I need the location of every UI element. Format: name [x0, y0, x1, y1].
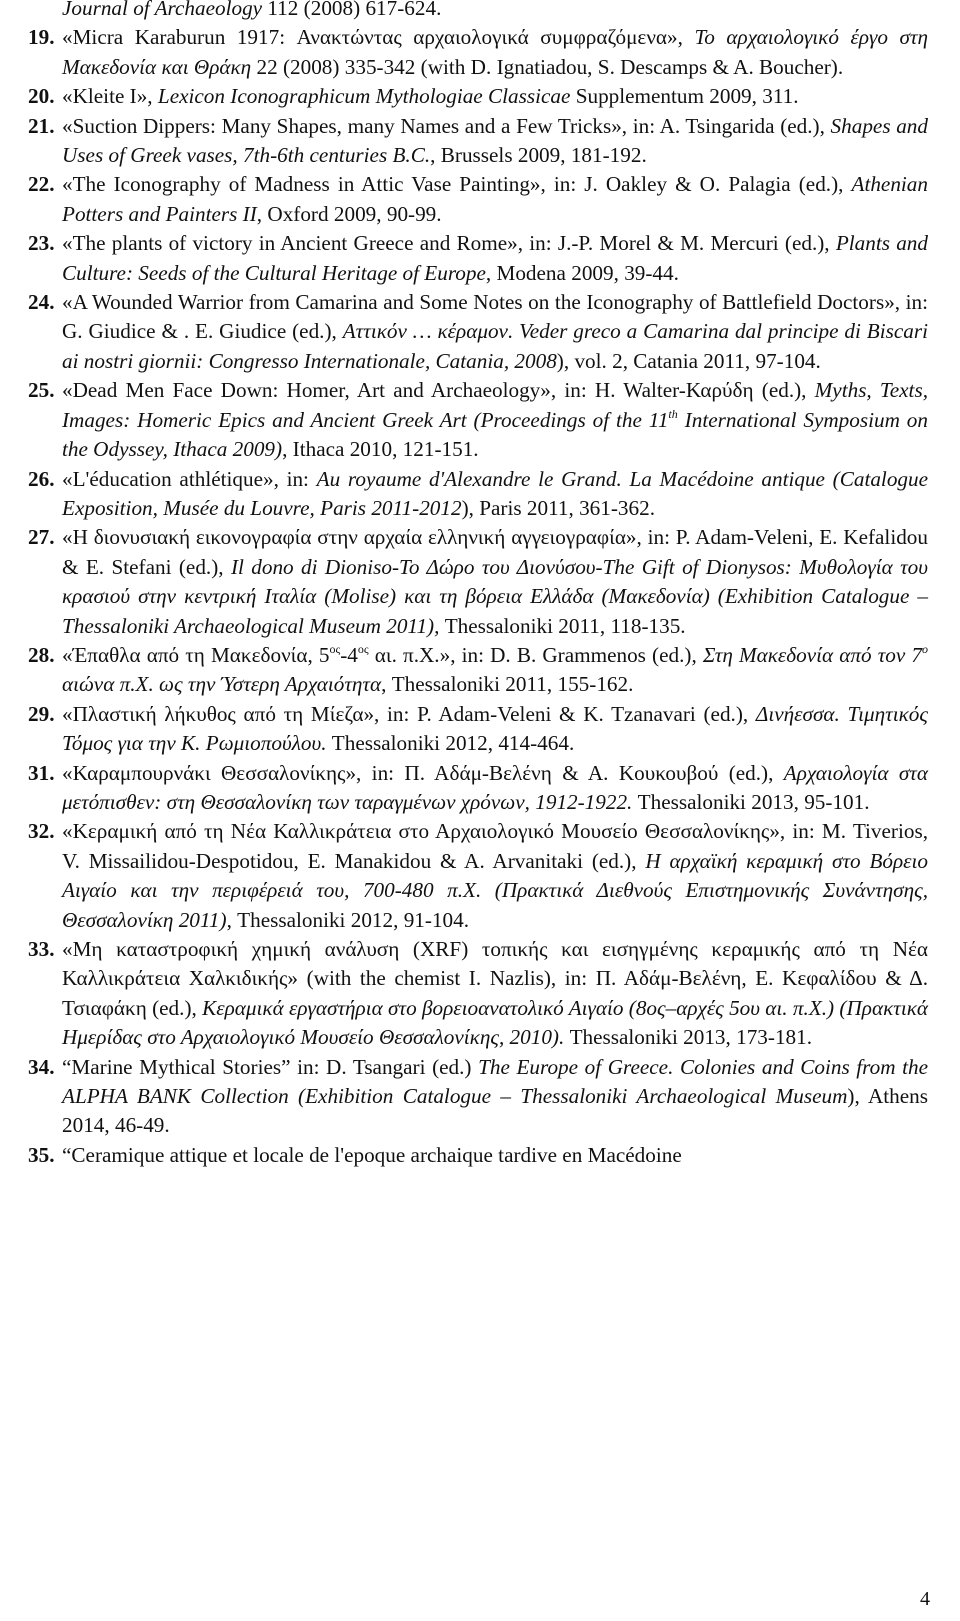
- bibliography-entry: [28, 82, 928, 111]
- entry-italic-text: International Symposium on the Odyssey, Ithaca 2009): [62, 407, 928, 462]
- entry-number: 28.: [28, 642, 55, 667]
- entry-text: , Thessaloniki 2012, 91-104.: [226, 907, 470, 932]
- entry-text: ος: [357, 641, 369, 656]
- bibliography-entry: [28, 288, 928, 376]
- bibliography-entry: [28, 700, 928, 759]
- entry-number: 29.: [28, 701, 55, 726]
- entry-italic-text: The Europe of Greece. Colonies and Coins from the ALPHA BANK Collection (Exhibition Catalogue – Thessaloniki Archaeological Museum: [62, 1054, 928, 1109]
- entry-text: ος: [329, 641, 341, 656]
- bibliography-entry: [28, 170, 928, 229]
- entry-text: , Modena 2009, 39-44.: [485, 260, 679, 285]
- entry-italic-text: Lexicon Iconographicum Mythologiae Classicae: [157, 84, 571, 109]
- entry-italic-text: Shapes and Uses of Greek vases, 7th-6th centuries B.C.: [62, 113, 928, 168]
- entry-text: αι. π.Χ.», in: D. B. Grammenos (ed.),: [368, 642, 703, 667]
- entry-number: 20.: [28, 84, 55, 109]
- entry-italic-text: Αττικόν … κέραμον. Veder greco a Camarina dal principe di Biscari ai nostri giornii: Congresso Internationale, Catania, 2008: [62, 319, 928, 373]
- entry-text: Thessaloniki 2013, 173-181.: [564, 1025, 813, 1050]
- bibliography-entry: [28, 817, 928, 935]
- entry-text: «A Wounded Warrior from Camarina and Some Notes on the Iconography of Battlefield Doctors», in: G. Giudice & . E. Giudice (ed.),: [62, 290, 928, 344]
- entry-text: «Κεραμική από τη Νέα Καλλικράτεια στο Αρχαιολογικό Μουσείο Θεσσαλονίκης», in: M. Tiverios, V. Missailidou-Despotidou, E. Manakidou & A. Arvanitaki (ed.),: [62, 819, 928, 873]
- bibliography-entry: [28, 23, 928, 82]
- bibliography-entry: [28, 112, 928, 171]
- bibliography-entry: [28, 523, 928, 641]
- entry-text: «Πλαστική λήκυθος από τη Μίεζα», in: P. Adam-Veleni & K. Tzanavari (ed.),: [62, 701, 756, 726]
- entry-number: 31.: [28, 760, 55, 785]
- bibliography-list: [28, 0, 928, 1170]
- entry-text: ), Athens 2014, 46-49.: [62, 1084, 928, 1138]
- entry-italic-text: th: [668, 406, 678, 421]
- entry-text: «Καραμπουρνάκι Θεσσαλονίκης», in: Π. Αδάμ-Βελένη & Α. Κουκουβού (ed.),: [62, 760, 784, 785]
- bibliography-entry: [28, 376, 928, 464]
- entry-text: «Η διονυσιακή εικονογραφία στην αρχαία ελληνική αγγειογραφία», in: P. Adam-Veleni, E. Kefalidou & E. Stefani (ed.),: [62, 525, 928, 579]
- entry-italic-text: Il dono di Dioniso-Το Δώρο του Διονύσου-The Gift of Dionysos: Μυθολογία του κρασιού στην κεντρική Ιταλία (Molise) και τη βόρεια Ελλάδα (Μακεδονία) (Exhibition Catalogue – Thessaloniki Archaeological Museum 2011),: [62, 554, 928, 638]
- entry-text: «Μη καταστροφική χημική ανάλυση (XRF) τοπικής και εισηγμένης κεραμικής από τη Νέα Καλλικράτεια Χαλκιδικής» (with the chemist I. Nazlis), in: Π. Αδάμ-Βελένη, Ε. Κεφαλίδου & Δ. Τσιαφάκη (ed.),: [62, 937, 928, 1020]
- bibliography-entry: [28, 935, 928, 1053]
- entry-text: -4: [340, 642, 358, 667]
- entry-text: «Dead Men Face Down: Homer, Art and Archaeology», in: H. Walter-Καρύδη (ed.),: [62, 378, 815, 403]
- entry-number: 32.: [28, 819, 55, 844]
- entry-text: “Marine Mythical Stories” in: D. Tsangari (ed.): [62, 1054, 479, 1079]
- entry-number: 34.: [28, 1054, 55, 1079]
- entry-text: «Έπαθλα από τη Μακεδονία, 5: [62, 642, 330, 667]
- entry-italic-text: Αρχαιολογία στα μετόπισθεν: στη Θεσσαλονίκη των ταραγμένων χρόνων, 1912-1922.: [62, 760, 929, 814]
- entry-text: ), vol. 2, Catania 2011, 97-104.: [556, 348, 821, 373]
- entry-text: Thessaloniki 2011, 118-135.: [439, 613, 686, 638]
- entry-italic-text: αιώνα π.Χ. ως την Ύστερη Αρχαιότητα: [62, 672, 382, 697]
- entry-text: «Kleite I»,: [62, 84, 158, 109]
- bibliography-entry: [28, 641, 928, 700]
- entry-text: «The plants of victory in Ancient Greece and Rome», in: J.-P. Morel & M. Mercuri (ed.),: [62, 231, 836, 256]
- bibliography-entry: [28, 1053, 928, 1141]
- entry-number: 33.: [28, 937, 55, 961]
- entry-number: 21.: [28, 113, 55, 138]
- entry-number: 27.: [28, 525, 55, 550]
- bibliography-entry: [28, 759, 928, 818]
- entry-text: , Oxford 2009, 90-99.: [256, 201, 442, 226]
- entry-number: 23.: [28, 231, 55, 256]
- page-number: 4: [920, 1588, 930, 1610]
- entry-text: , Thessaloniki 2011, 155-162.: [381, 672, 634, 697]
- bibliography-entry: [28, 465, 928, 524]
- entry-text: «Suction Dippers: Many Shapes, many Names and a Few Tricks», in: A. Tsingarida (ed.),: [62, 113, 831, 138]
- entry-number: 19.: [28, 25, 55, 50]
- bibliography-entry: [28, 229, 928, 288]
- entry-text: «L'éducation athlétique», in:: [62, 466, 317, 491]
- entry-number: 26.: [28, 466, 55, 491]
- bibliography-entry: [28, 0, 928, 23]
- entry-text: «The Iconography of Madness in Attic Vase Painting», in: J. Oakley & O. Palagia (ed.),: [62, 172, 852, 197]
- entry-italic-text: Au royaume d'Alexandre le Grand. La Macédoine antique (Catalogue Exposition, Musée du Louvre, Paris 2011-2012: [62, 466, 929, 520]
- entry-italic-text: Δινήεσσα. Τιμητικός Τόμος για την Κ. Ρωμιοπούλου.: [62, 701, 928, 756]
- entry-italic-text: Athenian Potters and Painters II: [62, 172, 928, 226]
- entry-text: Thessaloniki 2012, 414-464.: [326, 731, 575, 756]
- entry-text: , Brussels 2009, 181-192.: [430, 143, 647, 168]
- entry-text: «Micra Karaburun 1917: Ανακτώντας αρχαιολογικά συμφραζόμενα»,: [62, 25, 695, 50]
- entry-italic-text: Στη Μακεδονία από τον 7: [702, 642, 922, 667]
- entry-italic-text: Κεραμικά εργαστήρια στο βορειοανατολικό Αιγαίο (8ος–αρχές 5ου αι. π.Χ.) (Πρακτικά Ημερίδας στο Αρχαιολογικό Μουσείο Θεσσαλονίκης, 2010).: [62, 995, 929, 1050]
- entry-italic-text: Myths, Texts, Images: Homeric Epics and Ancient Greek Art (Proceedings of the 11: [62, 378, 928, 432]
- entry-text: Supplementum 2009, 311.: [570, 84, 799, 109]
- entry-italic-text: Journal of Archaeology: [62, 0, 263, 20]
- entry-number: 22.: [28, 172, 55, 197]
- entry-text: Thessaloniki 2013, 95-101.: [632, 789, 870, 814]
- entry-italic-text: Το αρχαιολογικό έργο στη Μακεδονία και Θράκη: [62, 25, 928, 79]
- entry-text: ), Paris 2011, 361-362.: [461, 495, 655, 520]
- entry-italic-text: ο: [922, 641, 928, 656]
- bibliography-entry: [28, 1141, 928, 1170]
- entry-number: 24.: [28, 290, 55, 315]
- entry-number: 25.: [28, 378, 55, 403]
- entry-text: 112 (2008) 617-624.: [262, 0, 442, 20]
- entry-text: “Ceramique attique et locale de l'epoque archaique tardive en Macédoine: [62, 1142, 682, 1167]
- entry-text: , Ithaca 2010, 121-151.: [282, 437, 479, 462]
- entry-number: 35.: [28, 1142, 55, 1167]
- entry-italic-text: Plants and Culture: Seeds of the Cultural Heritage of Europe: [62, 231, 928, 285]
- entry-italic-text: Η αρχαϊκή κεραμική στο Βόρειο Αιγαίο και την περιφέρειά του, 700-480 π.Χ. (Πρακτικά Διεθνούς Επιστημονικής Συνάντησης, Θεσσαλονίκη 2011): [62, 848, 928, 932]
- entry-text: 22 (2008) 335-342 (with D. Ignatiadou, S. Descamps & A. Boucher).: [251, 54, 844, 79]
